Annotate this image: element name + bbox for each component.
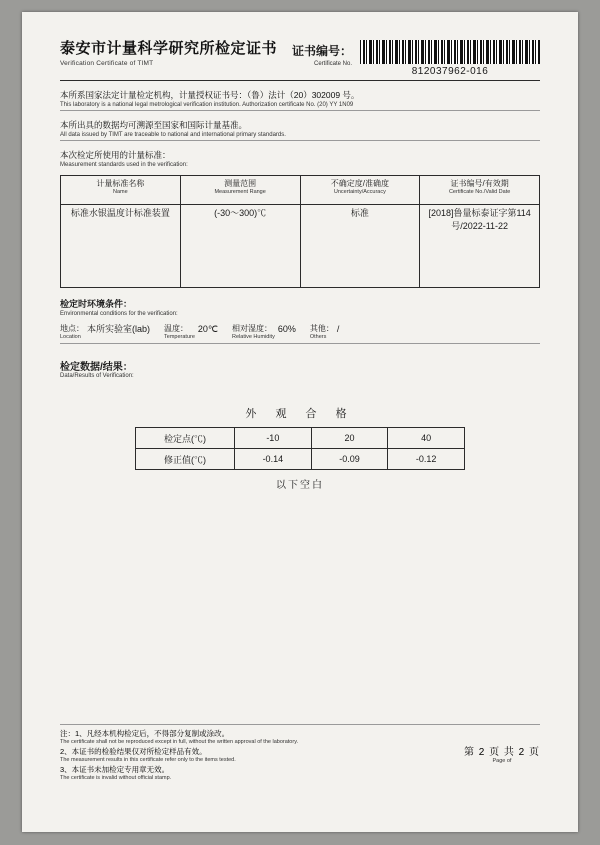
footer-note-3-en: The certificate is invalid without official stamp. [60, 775, 172, 781]
page-title-en: Verification Certificate of TIMT [60, 60, 154, 67]
col-range-en: Measurement Range [214, 189, 266, 195]
col-certificate-en: Certificate No./Valid Date [448, 189, 511, 195]
env-others-value: / [336, 324, 340, 334]
correction-2: -0.09 [311, 449, 388, 470]
check-point-1: -10 [235, 428, 312, 449]
certificate-page [22, 12, 578, 832]
blank-below-note: 以下空白 [276, 480, 324, 491]
env-location-label [60, 324, 84, 341]
col-uncertainty-en: Uncertainty/Accuracy [333, 189, 386, 195]
col-certificate-cn: 证书编号/有效期 [450, 179, 509, 188]
env-temperature-label-en: Temperature [164, 334, 195, 340]
env-humidity-value: 60% [277, 324, 296, 334]
statement-2 [60, 119, 540, 141]
barcode-icon [360, 40, 540, 64]
col-uncertainty-cn: 不确定度/准确度 [330, 179, 389, 188]
statement-3 [60, 149, 540, 169]
env-temperature-label [164, 324, 195, 341]
env-temperature-value: 20℃ [197, 324, 219, 334]
divider [60, 110, 540, 111]
env-humidity-label [232, 324, 275, 341]
footer-note-1-cn: 注：1、凡经本机构检定后，不得部分复制或涂改。 [60, 729, 230, 738]
certificate-number-label-en: Certificate No. [313, 61, 352, 67]
row-header-corrections: 修正值(℃) [136, 449, 235, 470]
certificate-number-label-cn: 证书编号： [291, 44, 352, 58]
col-uncertainty [300, 176, 420, 205]
env-humidity [232, 324, 296, 341]
cell-standard-name: 标准水银温度计标准装置 [61, 205, 181, 288]
check-point-2: 20 [311, 428, 388, 449]
certificate-sheet [60, 40, 540, 800]
table-row [61, 205, 540, 288]
footer-note-1-en: The certificate shall not be reproduced except in full, without the written approval of the laboratory. [60, 739, 299, 745]
col-range-cn: 测量范围 [224, 179, 257, 188]
table-header-row [61, 176, 540, 205]
environment-section-heading [60, 298, 540, 318]
env-humidity-label-cn: 相对湿度： [232, 324, 273, 333]
env-location-label-en: Location [60, 334, 81, 340]
document-header [60, 40, 540, 81]
correction-3: -0.12 [388, 449, 465, 470]
table-row [136, 449, 465, 470]
check-point-3: 40 [388, 428, 465, 449]
cell-measurement-range: (-30～300)℃ [180, 205, 300, 288]
certificate-number-value: 812037962-016 [411, 66, 489, 77]
correction-1: -0.14 [235, 449, 312, 470]
page-number-en: Page of [492, 758, 512, 764]
document-footer [60, 724, 540, 782]
col-certificate [420, 176, 540, 205]
env-temperature-label-cn: 温度： [164, 324, 189, 333]
footer-note-3-cn: 3、本证书未加检定专用章无效。 [60, 765, 170, 774]
statement-3-en: Measurement standards used in the verification: [60, 162, 188, 168]
results-heading-en: Data/Results of Verification: [60, 373, 134, 379]
footer-note-2-en: The measurement results in this certificate refer only to the items tested. [60, 757, 236, 763]
env-location-label-cn: 地点： [60, 324, 84, 333]
divider [60, 724, 540, 725]
statement-2-cn: 本所出具的数据均可溯源至国家和国际计量基准。 [60, 120, 248, 130]
env-others [310, 324, 340, 341]
env-temperature [164, 324, 218, 341]
page-number [464, 743, 540, 764]
divider [60, 140, 540, 141]
page-title: 泰安市计量科学研究所检定证书 [60, 40, 278, 57]
statement-3-cn: 本次检定所使用的计量标准： [60, 150, 171, 160]
results-section-heading [60, 358, 540, 379]
footer-note-2-cn: 2、本证书的检验结果仅对所检定样品有效。 [60, 747, 207, 756]
env-others-label [310, 324, 334, 341]
statement-1-en: This laboratory is a national legal metrological verification institution. Authorization certificate No. (20) YY 1N09 [60, 102, 354, 108]
measurement-standards-table [60, 175, 540, 288]
env-location [60, 324, 150, 341]
divider [60, 343, 540, 344]
statement-1 [60, 89, 540, 111]
col-name-en: Name [113, 189, 128, 195]
certificate-number-label [292, 42, 352, 67]
appearance-result: 外 观 合 格 [245, 408, 355, 420]
table-row [136, 428, 465, 449]
environment-fields [60, 324, 540, 341]
col-range [180, 176, 300, 205]
environment-heading-cn: 检定时环境条件： [60, 299, 133, 309]
statement-1-cn: 本所系国家法定计量检定机构，计量授权证书号：（鲁）法计（20）302009 号。 [60, 90, 360, 100]
verification-data-table [135, 427, 465, 470]
cell-certificate-validity: [2018]鲁量标泰证字第114号/2022-11-22 [420, 205, 540, 288]
col-name-cn: 计量标准名称 [96, 179, 145, 188]
row-header-check-points: 检定点(℃) [136, 428, 235, 449]
statement-2-en: All data issued by TIMT are traceable to national and international primary standards. [60, 132, 286, 138]
env-humidity-label-en: Relative Humidity [232, 334, 275, 340]
env-others-label-en: Others [309, 334, 327, 340]
cell-uncertainty: 标准 [300, 205, 420, 288]
environment-heading-en: Environmental conditions for the verification: [60, 311, 178, 317]
results-heading-cn: 检定数据/结果： [60, 362, 133, 373]
env-others-label-cn: 其他： [309, 324, 334, 333]
page-number-cn: 第 2 页 共 2 页 [463, 747, 540, 758]
col-name [61, 176, 181, 205]
env-location-value: 本所实验室(lab) [87, 324, 151, 334]
